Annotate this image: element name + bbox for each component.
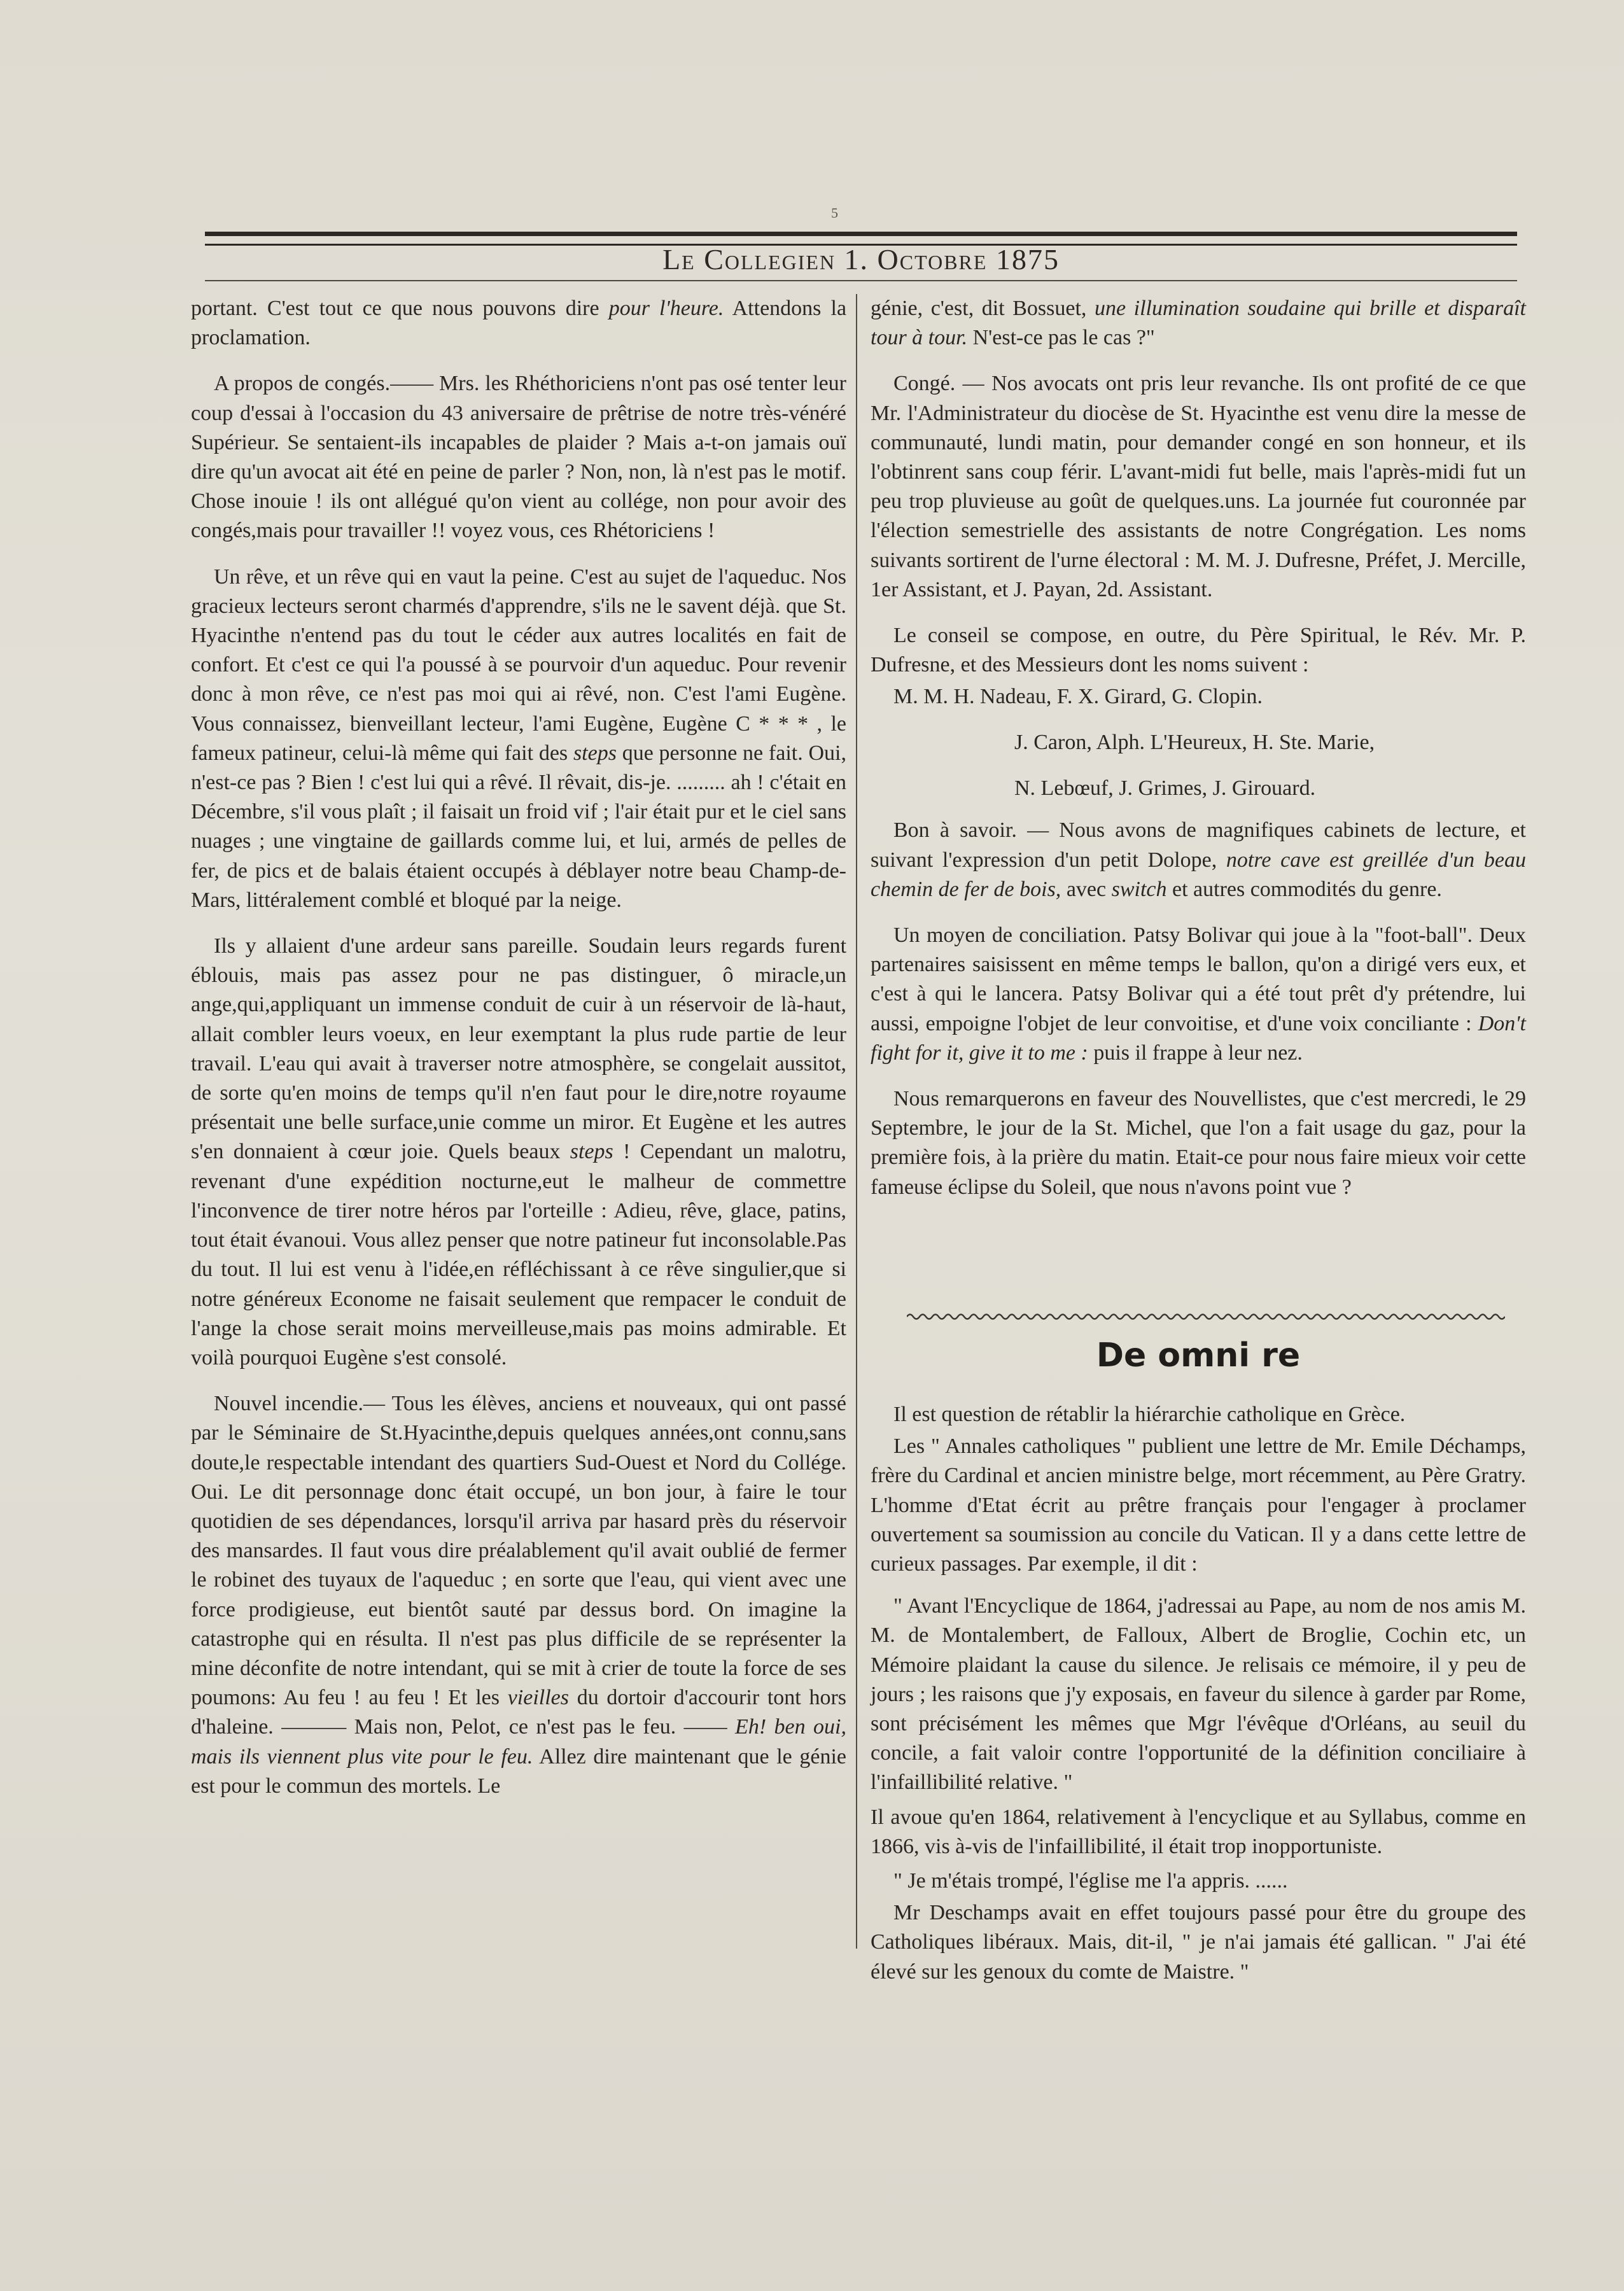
left-column bbox=[191, 294, 846, 1818]
section-paragraph: " Je m'étais trompé, l'église me l'a appris. ...... bbox=[893, 1869, 1288, 1893]
article-paragraph: Le conseil se compose, en outre, du Père Spiritual, le Rév. Mr. P. Dufresne, et des Messieurs dont les noms suivent : bbox=[871, 624, 1526, 677]
council-name-line: M. M. H. Nadeau, F. X. Girard, G. Clopin. bbox=[893, 685, 1263, 709]
article-paragraph: Un moyen de conciliation. Patsy Bolivar qui joue à la "foot-ball". Deux partenaires saisissent en même temps le ballon, qu'on a dirigé vers eux, et c'est à qui le lancera. Patsy Bolivar qui a été tout prêt d'y prétendre, lui aussi, empoigne l'objet de leur convoitise, et d'une voix conciliante : Don't fight for it, give it to me : puis il frappe à leur nez. bbox=[871, 923, 1527, 1065]
article-paragraph: Ils y allaient d'une ardeur sans pareille. Soudain leurs regards furent éblouis, mais pas assez pour ne pas distinguer, ô miracle,un ange,qui,appliquant un immense conduit de cuir à un réservoir de là-haut, allait combler leurs voeux, en leur exemptant la plus rude partie de leur travail. L'eau qui avait à traverser notre atmosphère, se congelait aussitot, de sorte qu'en moins de temps qu'il n'en faut pour le dire,notre royaume présentait une belle surface,unie comme un miror. Et Eugène et les autres s'en donnaient à cœur joie. Quels beaux steps ! Cependant un malotru, revenant d'une expédition nocturne,eut le malheur de commettre l'inconvence de tirer notre héros par l'orteille : Adieu, rêve, glace, patins, tout était évanoui. Vous allez penser que notre patineur fut inconsolable.Pas du tout. Il lui est venu à l'idée,en réfléchissant à ce rêve singulier,que si notre généreux Econome ne faisait seulement que rempacer le conduit de l'ange la chose serait moins merveilleuse,mais pas moins admirable. Et voilà pourquoi Eugène s'est consolé. bbox=[191, 934, 847, 1370]
article-paragraph: A propos de congés.—— Mrs. les Rhéthoriciens n'ont pas osé tenter leur coup d'essai à l'occasion du 43 aniversaire de prêtrise de notre très-vénéré Supérieur. Se sentaient-ils incapables de plaider ? Mais a-t-on jamais ouï dire qu'un avocat ait été en peine de parler ? Non, non, là n'est pas le motif. Chose inouie ! ils ont allégué qu'on vient au collége, non pour avoir des congés,mais pour travailler !! voyez vous, ces Rhétoriciens ! bbox=[191, 372, 847, 543]
section-title: De omni re bbox=[1096, 1336, 1301, 1375]
masthead-underline bbox=[205, 280, 1517, 281]
section-paragraph: Les " Annales catholiques " publient une lettre de Mr. Emile Déchamps, frère du Cardinal et ancien ministre belge, mort récemment, au Père Gratry. L'homme d'Etat écrit au prêtre français pour l'engager à proclamer ouvertement sa soumission au concile du Vatican. Il y a dans cette lettre de curieux passages. Par exemple, il dit : bbox=[871, 1434, 1526, 1576]
article-paragraph: génie, c'est, dit Bossuet, une illumination soudaine qui brille et disparaît tour à tour. N'est-ce pas le cas ?" bbox=[871, 297, 1526, 350]
article-paragraph: Nous remarquerons en faveur des Nouvellistes, que c'est mercredi, le 29 Septembre, le jour de la St. Michel, que l'on a fait usage du gaz, pour la première fois, à la prière du matin. Etait-ce pour nous faire mieux voir cette fameuse éclipse du Soleil, que nous n'avons point vue ? bbox=[871, 1087, 1526, 1199]
article-paragraph: portant. C'est tout ce que nous pouvons dire pour l'heure. Attendons la proclamation. bbox=[191, 297, 847, 350]
council-name-line: J. Caron, Alph. L'Heureux, H. Ste. Marie, bbox=[1014, 731, 1375, 755]
section-paragraph: Il est question de rétablir la hiérarchie catholique en Grèce. bbox=[893, 1403, 1406, 1426]
section-paragraph: Il avoue qu'en 1864, relativement à l'encyclique et au Syllabus, comme en 1866, vis à-vis de l'infaillibilité, il était trop inopportuniste. bbox=[871, 1805, 1526, 1858]
article-paragraph: Bon à savoir. — Nous avons de magnifiques cabinets de lecture, et suivant l'expression d'un petit Dolope, notre cave est greillée d'un beau chemin de fer de bois, avec switch et autres commodités du genre. bbox=[871, 818, 1526, 901]
right-column bbox=[871, 294, 1526, 1219]
article-paragraph: Nouvel incendie.— Tous les élèves, anciens et nouveaux, qui ont passé par le Séminaire de St.Hyacinthe,depuis quelques années,ont connu,sans doute,le respectable intendant des quartiers Sud-Ouest et Nord du Collége. Oui. Le dit personnage donc était occupé, un bon jour, à faire le tour quotidien de ses dépendances, lorsqu'il arriva par hasard près du réservoir des mansardes. Il faut vous dire préalablement qu'il avait oublié de fermer le robinet des tuyaux de l'aqueduc ; en sorte que l'eau, qui vient avec une force prodigieuse, eut bientôt sauté par dessus bord. On imagine la catastrophe qui en résulta. Il n'est pas plus difficile de se représenter la mine déconfite de notre intendant, qui se mit à crier de toute la force de ses poumons: Au feu ! au feu ! Et les vieilles du dortoir d'accourir tont hors d'haleine. ——— Mais non, Pelot, ce n'est pas le feu. —— Eh! ben oui, mais ils viennent plus vite pour le feu. Allez dire maintenant que le génie est pour le commun des mortels. Le bbox=[191, 1392, 847, 1798]
article-paragraph: Congé. — Nos avocats ont pris leur revanche. Ils ont profité de ce que Mr. l'Administrateur du diocèse de St. Hyacinthe est venu dire la messe de communauté, lundi matin, pour demander congé en son honneur, et ils l'obtinrent sans coup férir. L'avant-midi fut belle, mais l'après-midi fut un peu trop pluvieuse au goût de quelques.uns. La journée fut couronnée par l'élection semestrielle des assistants de notre Congrégation. Les noms suivants sortirent de l'urne électoral : M. M. J. Dufresne, Préfet, J. Mercille, 1er Assistant, et J. Payan, 2d. Assistant. bbox=[871, 372, 1526, 601]
wavy-section-separator bbox=[907, 1312, 1505, 1321]
section-body bbox=[871, 1400, 1526, 2003]
page-number: 5 bbox=[831, 205, 838, 221]
masthead-title: Le Collegien 1. Octobre 1875 bbox=[662, 243, 1060, 276]
article-paragraph: Un rêve, et un rêve qui en vaut la peine. C'est au sujet de l'aqueduc. Nos gracieux lecteurs seront charmés d'apprendre, s'ils ne le savent déjà. que St. Hyacinthe n'entend pas du tout le céder aux autres localités en fait de confort. Et c'est ce qui l'a poussé à se pourvoir d'un aqueduc. Pour revenir donc à mon rêve, ce n'est pas moi qui ai rêvé, non. C'est l'ami Eugène. Vous connaissez, bienveillant lecteur, l'ami Eugène, Eugène C * * * , le fameux patineur, celui-là même qui fait des steps que personne ne fait. Oui, n'est-ce pas ? Bien ! c'est lui qui a rêvé. Il rêvait, dis-je. ......... ah ! c'était en Décembre, s'il vous plaît ; il faisait un froid vif ; l'air était pur et le ciel sans nuages ; une vingtaine de gaillards comme lui, et lui, armés de pelles de fer, de pics et de balais étaient occupés à déblayer notre beau Champ-de-Mars, littéralement comblé et bloqué par la neige. bbox=[191, 564, 846, 912]
section-paragraph: Mr Deschamps avait en effet toujours passé pour être du groupe des Catholiques libéraux. Mais, dit-il, " je n'ai jamais été gallican. " J'ai été élevé sur les genoux du comte de Maistre. " bbox=[871, 1901, 1526, 1984]
council-name-line: N. Lebœuf, J. Grimes, J. Girouard. bbox=[1014, 776, 1316, 801]
column-divider bbox=[856, 294, 857, 1949]
section-paragraph: " Avant l'Encyclique de 1864, j'adressai au Pape, au nom de nos amis M. M. de Montalembert, de Falloux, Albert de Broglie, Cochin etc, un Mémoire plaidant la cause du silence. Je relisais ce mémoire, il y peu de jours ; les raisons que j'y exposais, en faveur du silence à garder par Rome, sont précisément les mêmes que Mgr l'évêque d'Orléans, au seuil du concile, a fait valoir contre l'opportunité de la définition conciliaire à l'infaillibilité relative. " bbox=[871, 1594, 1526, 1795]
